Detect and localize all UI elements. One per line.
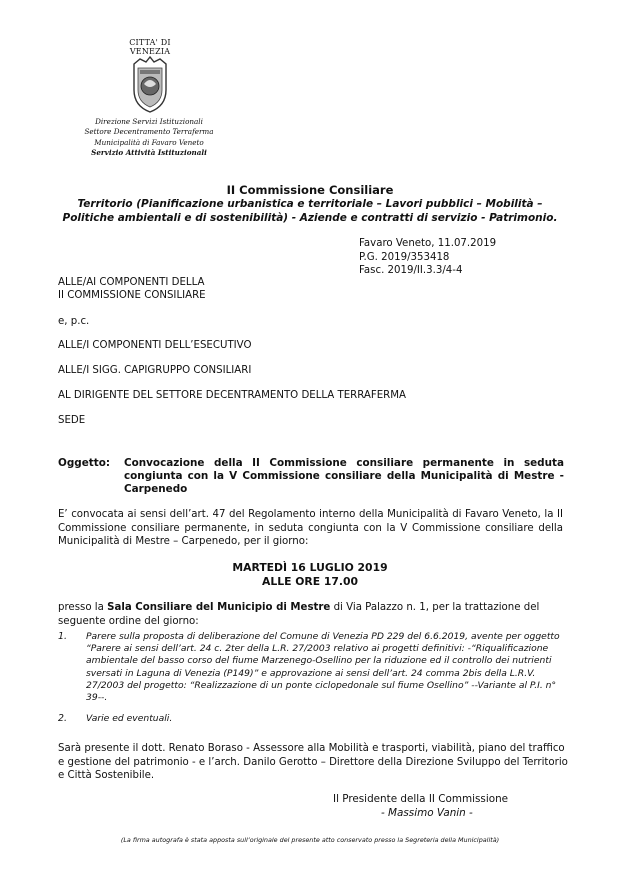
recipient-executive: ALLE/I COMPONENTI DELL’ESECUTIVO [58,340,252,351]
file-number: Fasc. 2019/II.3.3/4-4 [359,265,463,276]
place-date: Favaro Veneto, 11.07.2019 [359,238,497,249]
venue-pre: presso la [58,602,108,613]
dept-line2: Settore Decentramento Terraferma [84,127,214,137]
meeting-date: MARTEDÌ 16 LUGLIO 2019 [232,561,388,574]
protocol-number: P.G. 2019/353418 [359,251,450,263]
agenda-item-number: 2. [58,713,67,725]
city-name-line1: CITTA' DI [129,38,171,47]
signature-role: Il Presidente della II Commissione [333,793,509,805]
agenda-item-text: Parere sulla proposta di deliberazione del Comune di Venezia PD 229 del 6.6.2019, avente per oggetto “Parere ai sensi dell’art. 24 c. 2ter della L.R. 27/2003 relativo ai progetti definitivi: -“Riqualificazione ambientale del basso corso del fiume Marzenego-Osellino per la riduzione ed il controllo dei nutrienti sversati in Laguna di Venezia (P149)” e approvazione ai sensi dell’art. 24 comma 2bis della L.R.V. 27/2003 del progetto: “Realizzazione di un ponte ciclopedonale sul fiume Osellino” --Variante al P.I. n° 39--. [86,631,560,704]
document-subtitle [40,198,580,225]
dept-line1: Direzione Servizi Istituzionali [95,117,203,126]
recipient-commission-line1: ALLE/AI COMPONENTI DELLA [58,277,205,288]
recipient-director: AL DIRIGENTE DEL SETTORE DECENTRAMENTO DELLA TERRAFERMA [58,390,407,401]
recipient-commission [58,277,206,302]
dept-line3: Municipalità di Favaro Veneto [94,137,204,147]
city-name-line2: VENEZIA [129,47,171,56]
signature-name: - Massimo Vanin - [381,807,473,819]
meeting-time: ALLE ORE 17.00 [261,574,359,588]
per-conoscenza: e, p.c. [58,316,90,327]
venue-paragraph [58,601,568,628]
agenda-item-text: Varie ed eventuali. [86,713,173,725]
city-crest-logo [128,56,172,118]
agenda-item [58,713,568,725]
subtitle-line2: Politiche ambientali e di sostenibilità) - Aziende e contratti di servizio - Patrimonio. [62,211,558,224]
recipient-group-leaders: ALLE/I SIGG. CAPIGRUPPO CONSILIARI [58,365,252,376]
recipient-sede: SEDE [58,415,86,426]
meeting-datetime [0,561,620,588]
agenda-item-number: 1. [58,631,67,642]
convocation-paragraph: E’ convocata ai sensi dell’art. 47 del Regolamento interno della Municipalità di Favaro Veneto, la II Commissione consiliare permanente, in seduta congiunta con la V Commissione consiliare della Municipalità di Mestre – Carpenedo, per il giorno: [58,509,563,547]
agenda-item [58,631,568,704]
city-name [120,38,180,56]
recipient-commission-line2: II COMMISSIONE CONSILIARE [58,289,206,301]
document-title: II Commissione Consiliare [226,183,394,197]
document-meta [359,237,496,278]
subject-text: Convocazione della II Commissione consiliare permanente in seduta congiunta con la V Commissione consiliare della Municipalità di Mestre - Carpenedo [124,457,564,496]
footer-note: (La firma autografa è stata apposta sull’originale del presente atto conservato presso la Segreteria della Municipalità) [120,836,500,844]
venue-name: Sala Consiliare del Municipio di Mestre [107,602,331,613]
attendance-paragraph: Sarà presente il dott. Renato Boraso - Assessore alla Mobilità e trasporti, viabilità, piano del traffico e gestione del patrimonio - e l’arch. Danilo Gerotto – Direttore della Direzione Sviluppo del Territorio e Città Sostenibile. [58,743,568,781]
subject-label: Oggetto: [58,457,110,469]
department-info [84,117,214,159]
subtitle-line1: Territorio (Pianificazione urbanistica e territoriale – Lavori pubblici – Mobilità – [77,198,543,210]
dept-line4: Servizio Attività Istituzionali [91,148,207,158]
venue-post: di Via Palazzo n. 1, per la trattazione del seguente ordine del giorno: [58,602,540,627]
agenda-list [58,631,568,725]
